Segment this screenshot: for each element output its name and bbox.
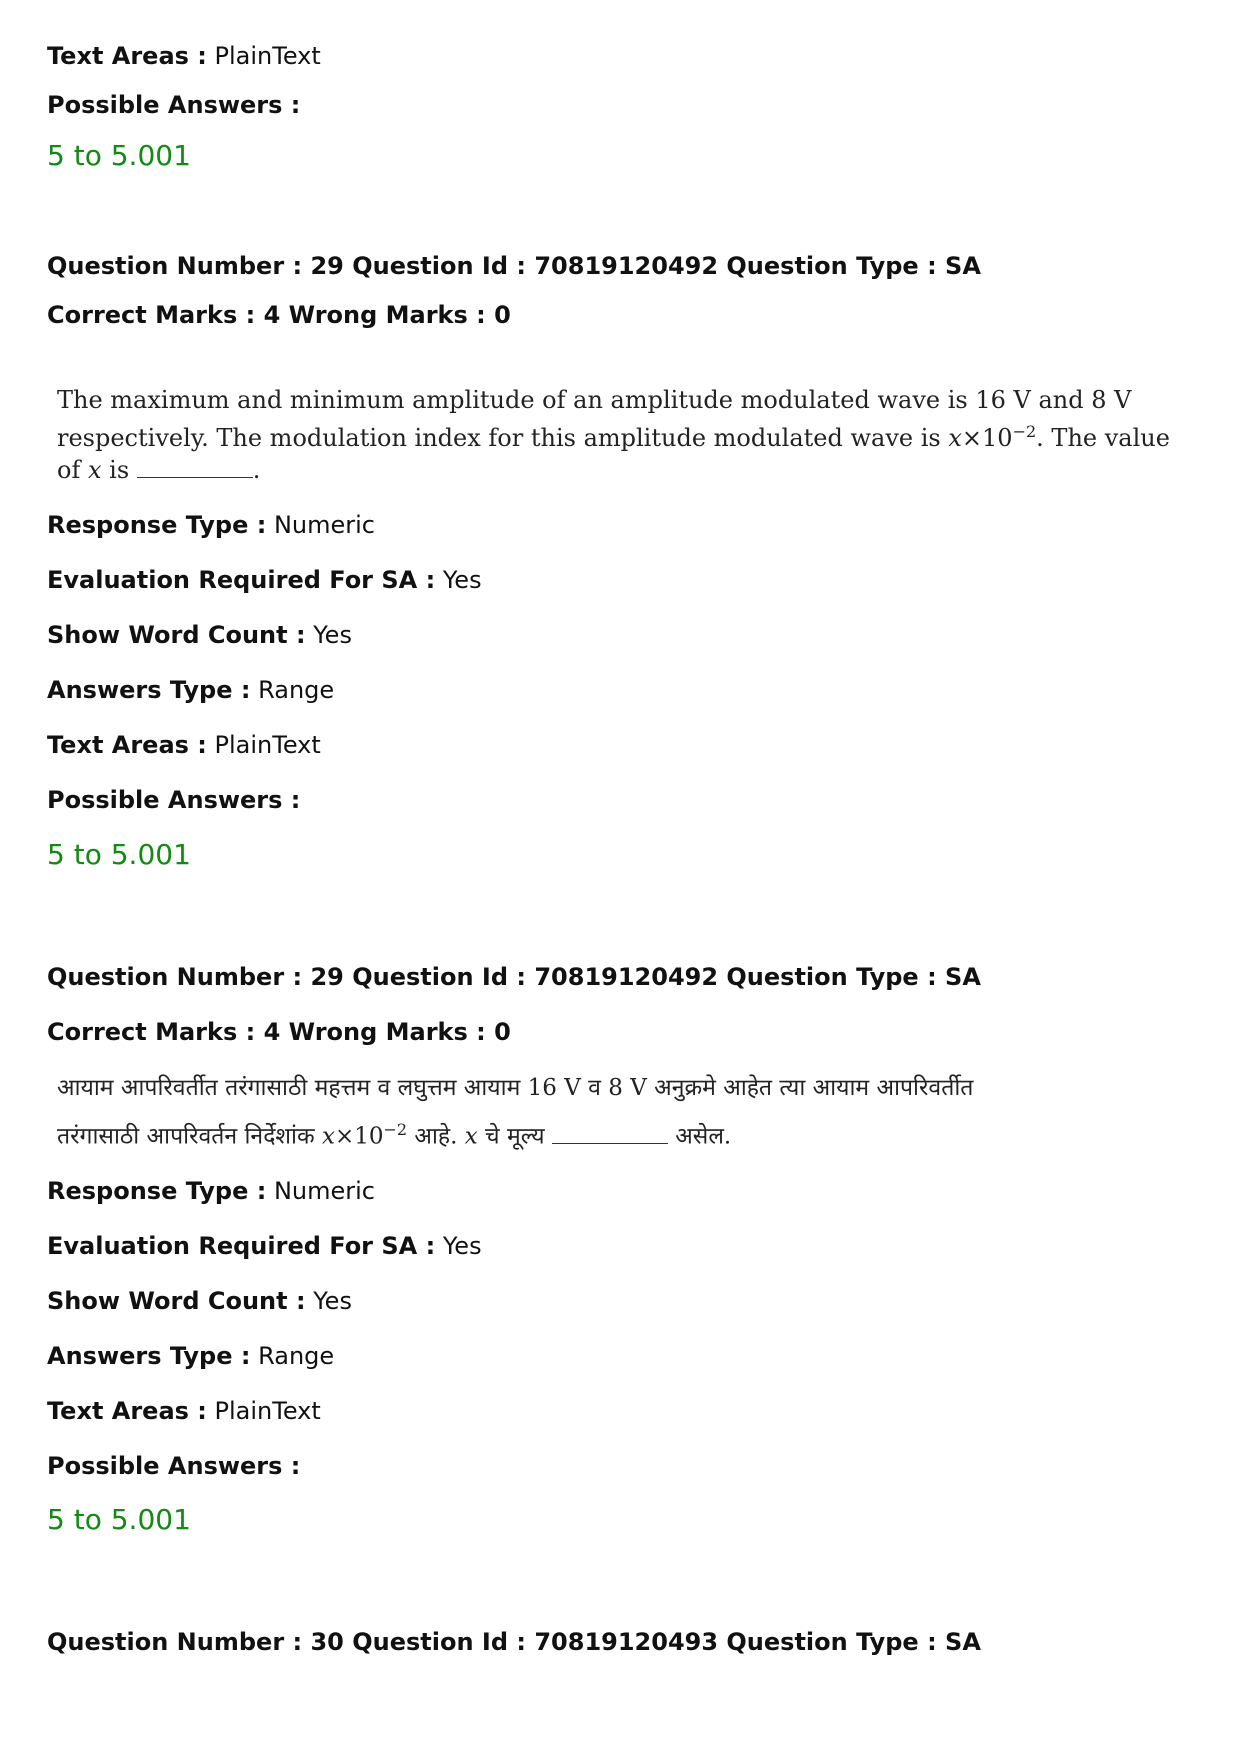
question-header: Question Number : 29 Question Id : 70819120492 Question Type : SA: [47, 252, 981, 280]
possible-answer-value: 5 to 5.001: [47, 838, 191, 871]
question-header: Question Number : 29 Question Id : 70819120492 Question Type : SA: [47, 963, 981, 991]
response-type-row: Response Type : Numeric: [47, 511, 375, 539]
marks-row: Correct Marks : 4 Wrong Marks : 0: [47, 1018, 511, 1046]
text-areas-row: Text Areas : PlainText: [47, 1397, 321, 1425]
marks-row: Correct Marks : 4 Wrong Marks : 0: [47, 301, 511, 329]
text-areas-row: Text Areas : PlainText: [47, 42, 321, 70]
question-text-english: [57, 384, 1170, 486]
possible-answers-label: Possible Answers :: [47, 786, 301, 814]
possible-answer-value: 5 to 5.001: [47, 1503, 191, 1536]
answers-type-row: Answers Type : Range: [47, 676, 335, 704]
possible-answer-value: 5 to 5.001: [47, 139, 191, 172]
show-word-count-row: Show Word Count : Yes: [47, 621, 352, 649]
show-word-count-row: Show Word Count : Yes: [47, 1287, 352, 1315]
answer-blank: [552, 1125, 668, 1144]
possible-answers-label: Possible Answers :: [47, 91, 301, 119]
evaluation-required-row: Evaluation Required For SA : Yes: [47, 1232, 482, 1260]
question-line: respectively. The modulation index for this amplitude modulated wave is $x\times 10^{-2}$. The value: [57, 422, 1170, 452]
answer-blank: [137, 459, 253, 478]
question-line: आयाम आपरिवर्तीत तरंगासाठी महत्तम व लघुत्तम आयाम 16 V व 8 V अनुक्रमे आहेत त्या आयाम आपरिवर्तीत: [57, 1075, 974, 1101]
question-text-marathi: [57, 1067, 973, 1158]
response-type-row: Response Type : Numeric: [47, 1177, 375, 1205]
question-line: The maximum and minimum amplitude of an amplitude modulated wave is 16 V and 8 V: [57, 386, 1132, 414]
answers-type-row: Answers Type : Range: [47, 1342, 335, 1370]
question-line: of x is .: [57, 456, 261, 484]
text-areas-row: Text Areas : PlainText: [47, 731, 321, 759]
evaluation-required-row: Evaluation Required For SA : Yes: [47, 566, 482, 594]
possible-answers-label: Possible Answers :: [47, 1452, 301, 1480]
question-header: Question Number : 30 Question Id : 70819120493 Question Type : SA: [47, 1628, 981, 1656]
question-line: तरंगासाठी आपरिवर्तन निर्देशांक $x\times 10^{-2}$ आहे. x चे मूल्य असेल.: [57, 1120, 732, 1150]
